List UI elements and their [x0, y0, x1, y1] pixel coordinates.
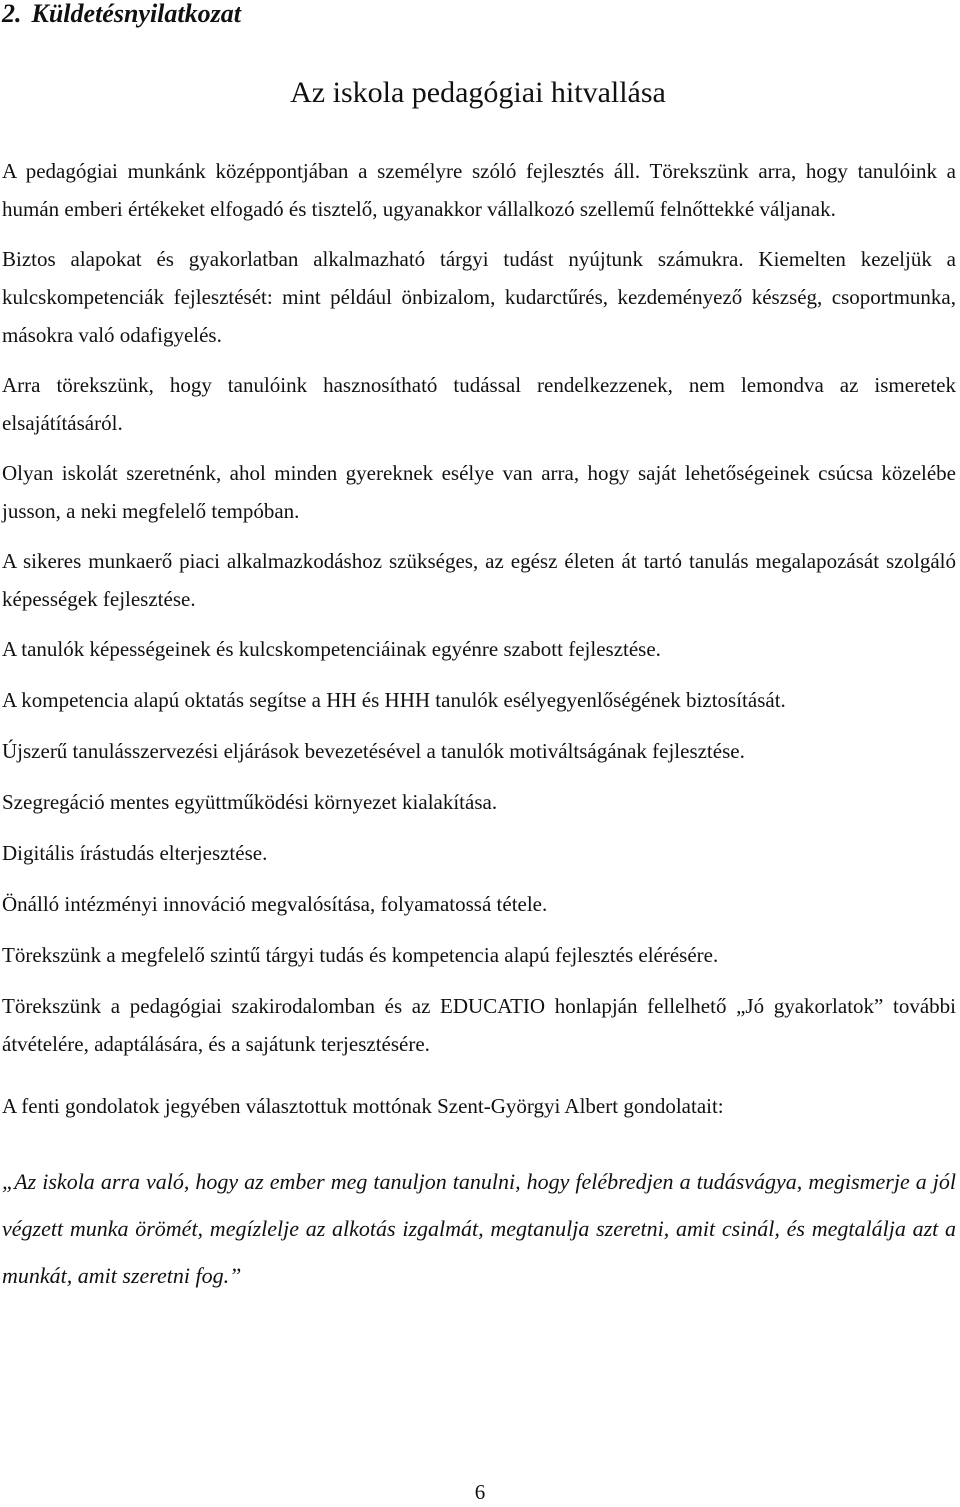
- document-body: [2, 152, 956, 1299]
- motto-intro: A fenti gondolatok jegyében választottuk mottónak Szent-Györgyi Albert gondolatait:: [2, 1094, 724, 1118]
- paragraph: Törekszünk a pedagógiai szakirodalomban és az EDUCATIO honlapján fellelhető „Jó gyakorlatok” további átvételére, adaptálására, és a sajátunk terjesztésére.: [2, 994, 956, 1056]
- paragraph: A tanulók képességeinek és kulcskompetenciáinak egyénre szabott fejlesztése.: [2, 637, 661, 661]
- motto-quote: „Az iskola arra való, hogy az ember meg tanuljon tanulni, hogy felébredjen a tudásvágya, megismerje a jól végzett munka örömét, megízlelje az alkotás izgalmát, megtanulja szeretni, amit csinál, és megtalálja azt a munkát, amit szeretni fog.”: [2, 1169, 956, 1288]
- paragraph: Szegregáció mentes együttműködési környezet kialakítása.: [2, 790, 498, 814]
- paragraph: Biztos alapokat és gyakorlatban alkalmazható tárgyi tudást nyújtunk számukra. Kiemelten kezeljük a kulcskompetenciák fejlesztését: mint például önbizalom, kudarctűrés, kezdeményező készség, csoportmunka, másokra való odafigyelés.: [2, 247, 956, 347]
- section-heading: [2, 0, 241, 30]
- paragraph: Arra törekszünk, hogy tanulóink hasznosítható tudással rendelkezzenek, nem lemondva az ismeretek elsajátításáról.: [2, 373, 956, 435]
- paragraph: A pedagógiai munkánk középpontjában a személyre szóló fejlesztés áll. Törekszünk arra, hogy tanulóink a humán emberi értékeket elfogadó és tisztelő, ugyanakkor vállalkozó szellemű felnőttekké váljanak.: [2, 159, 956, 221]
- paragraph: A sikeres munkaerő piaci alkalmazkodáshoz szükséges, az egész életen át tartó tanulás megalapozását szolgáló képességek fejlesztése.: [2, 549, 956, 611]
- paragraph: Digitális írástudás elterjesztése.: [2, 841, 268, 865]
- page-title: [0, 74, 960, 112]
- page-title-text: Az iskola pedagógiai hitvallása: [290, 76, 666, 109]
- paragraph: Olyan iskolát szeretnénk, ahol minden gyereknek esélye van arra, hogy saját lehetőségeinek csúcsa közelébe jusson, a neki megfelelő tempóban.: [2, 461, 956, 523]
- paragraph: Újszerű tanulásszervezési eljárások bevezetésével a tanulók motiváltságának fejlesztése.: [2, 739, 745, 763]
- section-title: Küldetésnyilatkozat: [31, 0, 241, 28]
- paragraph: Törekszünk a megfelelő szintű tárgyi tudás és kompetencia alapú fejlesztés elérésére.: [2, 943, 719, 967]
- paragraph: Önálló intézményi innováció megvalósítása, folyamatossá tétele.: [2, 892, 548, 916]
- section-number: 2.: [2, 0, 22, 28]
- paragraph: A kompetencia alapú oktatás segítse a HH és HHH tanulók esélyegyenlőségének biztosítását.: [2, 688, 786, 712]
- page-number: 6: [474, 1480, 486, 1504]
